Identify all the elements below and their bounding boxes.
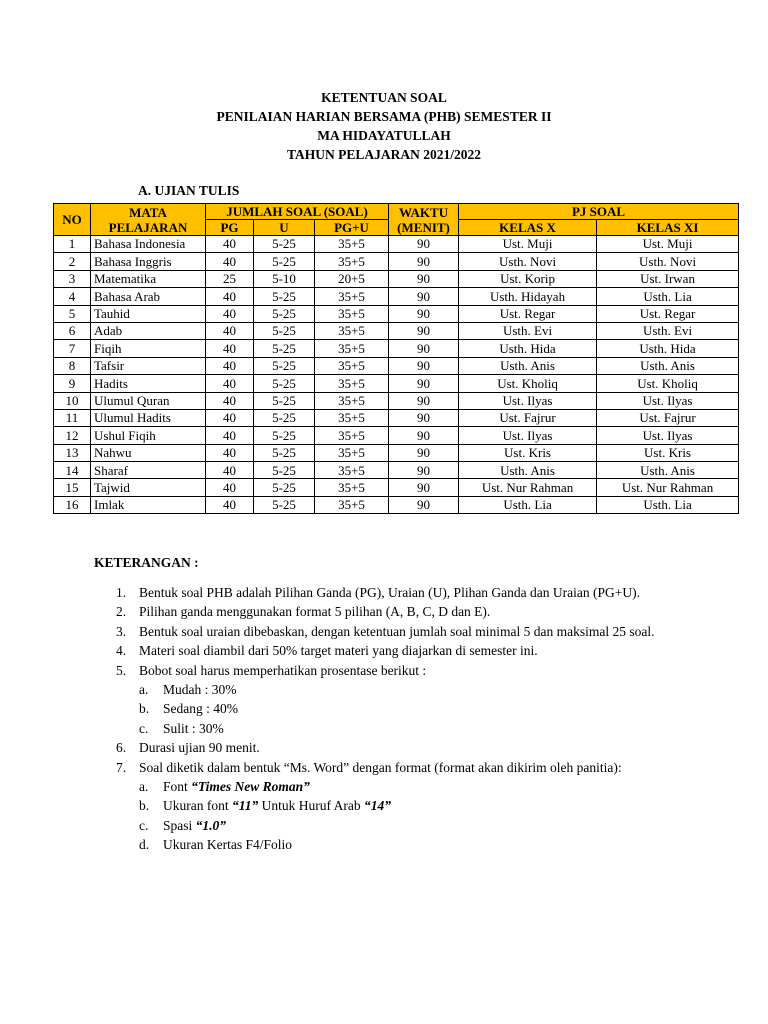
cell-no: 14 — [54, 462, 91, 479]
cell-kelas-xi: Ust. Fajrur — [597, 409, 739, 426]
header-jumlah-soal: JUMLAH SOAL (SOAL) — [206, 204, 389, 220]
sub-item-letter: a. — [139, 682, 149, 698]
table-row — [54, 409, 739, 426]
cell-pgu: 35+5 — [315, 357, 389, 374]
table-row — [54, 305, 739, 322]
cell-pgu: 35+5 — [315, 322, 389, 339]
header-no: NO — [54, 204, 91, 236]
font-size-label: Ukuran font — [163, 798, 232, 814]
table-row — [54, 375, 739, 392]
document-title — [0, 88, 768, 164]
header-waktu: WAKTU (MENIT) — [389, 204, 459, 236]
cell-kelas-x: Ust. Regar — [459, 305, 597, 322]
spacing-label: Spasi — [163, 817, 196, 833]
cell-no: 2 — [54, 253, 91, 270]
cell-kelas-x: Ust. Kholiq — [459, 375, 597, 392]
section-heading-ujian-tulis: A. UJIAN TULIS — [138, 183, 240, 198]
cell-kelas-x: Usth. Evi — [459, 322, 597, 339]
font-size-value: “11” — [231, 798, 259, 814]
cell-mata-pelajaran: Tafsir — [91, 357, 206, 374]
cell-mata-pelajaran: Hadits — [91, 375, 206, 392]
list-item — [116, 738, 676, 757]
sub-list-item — [116, 777, 676, 796]
table-row — [54, 270, 739, 287]
title-line-2: PENILAIAN HARIAN BERSAMA (PHB) SEMESTER II — [216, 109, 552, 124]
table-body — [54, 236, 739, 514]
cell-kelas-xi: Usth. Anis — [597, 462, 739, 479]
cell-waktu: 90 — [389, 288, 459, 305]
cell-no: 6 — [54, 322, 91, 339]
cell-kelas-x: Usth. Anis — [459, 462, 597, 479]
font-value: “Times New Roman” — [191, 779, 310, 795]
sub-item-text: Mudah : 30% — [163, 682, 237, 698]
sub-list-item — [116, 796, 676, 815]
cell-u: 5-25 — [254, 322, 315, 339]
list-item — [116, 622, 676, 641]
cell-no: 5 — [54, 305, 91, 322]
cell-waktu: 90 — [389, 253, 459, 270]
cell-waktu: 90 — [389, 479, 459, 496]
title-line-3: MA HIDAYATULLAH — [317, 128, 451, 143]
cell-u: 5-25 — [254, 375, 315, 392]
cell-kelas-x: Usth. Lia — [459, 496, 597, 513]
list-item-number: 4. — [116, 643, 127, 659]
cell-no: 11 — [54, 409, 91, 426]
sub-item-text: Sulit : 30% — [163, 720, 224, 736]
cell-kelas-x: Ust. Kris — [459, 444, 597, 461]
cell-mata-pelajaran: Tauhid — [91, 305, 206, 322]
cell-pg: 40 — [206, 479, 254, 496]
cell-waktu: 90 — [389, 322, 459, 339]
cell-waktu: 90 — [389, 444, 459, 461]
cell-kelas-x: Ust. Korip — [459, 270, 597, 287]
header-mata-pelajaran: MATA PELAJARAN — [91, 204, 206, 236]
arabic-size-label: Untuk Huruf Arab — [258, 798, 364, 814]
sub-item-letter: c. — [139, 720, 149, 736]
sub-item-text: Ukuran Kertas F4/Folio — [163, 837, 292, 853]
list-item-text: Bentuk soal uraian dibebaskan, dengan ketentuan jumlah soal minimal 5 dan maksimal 25 soal. — [139, 623, 655, 639]
list-item — [116, 583, 676, 602]
sub-list-item — [116, 816, 676, 835]
cell-pg: 40 — [206, 357, 254, 374]
cell-pg: 40 — [206, 427, 254, 444]
cell-u: 5-25 — [254, 357, 315, 374]
table-row — [54, 479, 739, 496]
cell-pgu: 35+5 — [315, 305, 389, 322]
cell-pgu: 35+5 — [315, 236, 389, 253]
cell-no: 10 — [54, 392, 91, 409]
list-item-number: 6. — [116, 740, 127, 756]
cell-kelas-xi: Ust. Kris — [597, 444, 739, 461]
cell-kelas-xi: Usth. Evi — [597, 322, 739, 339]
sub-list-item — [116, 699, 676, 718]
cell-mata-pelajaran: Nahwu — [91, 444, 206, 461]
cell-waktu: 90 — [389, 427, 459, 444]
cell-pg: 40 — [206, 462, 254, 479]
sub-item-text — [163, 796, 391, 815]
cell-mata-pelajaran: Ulumul Quran — [91, 392, 206, 409]
cell-waktu: 90 — [389, 236, 459, 253]
cell-kelas-x: Ust. Muji — [459, 236, 597, 253]
cell-mata-pelajaran: Bahasa Indonesia — [91, 236, 206, 253]
cell-kelas-xi: Usth. Lia — [597, 288, 739, 305]
cell-pg: 40 — [206, 409, 254, 426]
cell-mata-pelajaran: Sharaf — [91, 462, 206, 479]
cell-kelas-x: Ust. Ilyas — [459, 427, 597, 444]
cell-pg: 40 — [206, 392, 254, 409]
cell-no: 13 — [54, 444, 91, 461]
keterangan-list — [116, 583, 676, 855]
cell-pgu: 20+5 — [315, 270, 389, 287]
header-pg: PG — [206, 220, 254, 236]
list-item-text: Bentuk soal PHB adalah Pilihan Ganda (PG), Uraian (U), Plihan Ganda dan Uraian (PG+U). — [139, 585, 641, 600]
list-item-number: 2. — [116, 604, 127, 620]
header-pj-soal: PJ SOAL — [459, 204, 739, 220]
cell-u: 5-25 — [254, 305, 315, 322]
table-row — [54, 288, 739, 305]
list-item-number: 5. — [116, 662, 127, 678]
cell-pgu: 35+5 — [315, 427, 389, 444]
cell-kelas-x: Ust. Ilyas — [459, 392, 597, 409]
header-pgu: PG+U — [315, 220, 389, 236]
list-item — [116, 661, 676, 680]
list-item — [116, 758, 676, 777]
cell-no: 9 — [54, 375, 91, 392]
cell-kelas-xi: Ust. Muji — [597, 236, 739, 253]
sub-list-item — [116, 719, 676, 738]
cell-waktu: 90 — [389, 270, 459, 287]
cell-kelas-x: Usth. Novi — [459, 253, 597, 270]
cell-waktu: 90 — [389, 409, 459, 426]
cell-waktu: 90 — [389, 357, 459, 374]
cell-u: 5-10 — [254, 270, 315, 287]
list-item-text: Materi soal diambil dari 50% target materi yang diajarkan di semester ini. — [139, 643, 538, 659]
title-line-1: KETENTUAN SOAL — [321, 90, 447, 105]
font-label: Font — [163, 779, 192, 795]
cell-no: 8 — [54, 357, 91, 374]
table-row — [54, 444, 739, 461]
cell-u: 5-25 — [254, 462, 315, 479]
cell-kelas-x: Usth. Hida — [459, 340, 597, 357]
arabic-size-value: “14” — [363, 798, 391, 814]
sub-list-item — [116, 680, 676, 699]
cell-kelas-xi: Ust. Irwan — [597, 270, 739, 287]
cell-kelas-xi: Ust. Ilyas — [597, 392, 739, 409]
header-kelas-x: KELAS X — [459, 220, 597, 236]
list-item-text: Soal diketik dalam bentuk “Ms. Word” dengan format (format akan dikirim oleh panitia): — [139, 759, 622, 775]
cell-kelas-xi: Ust. Nur Rahman — [597, 479, 739, 496]
table-row — [54, 340, 739, 357]
sub-item-letter: c. — [139, 817, 149, 833]
sub-item-text — [163, 777, 310, 796]
cell-pg: 40 — [206, 322, 254, 339]
cell-u: 5-25 — [254, 392, 315, 409]
sub-item-letter: b. — [139, 798, 150, 814]
sub-list-item — [116, 835, 676, 854]
sub-item-letter: b. — [139, 701, 150, 717]
exam-table — [53, 203, 739, 514]
table-row — [54, 357, 739, 374]
cell-pgu: 35+5 — [315, 444, 389, 461]
cell-no: 1 — [54, 236, 91, 253]
list-item-number: 7. — [116, 759, 127, 775]
cell-u: 5-25 — [254, 444, 315, 461]
cell-kelas-xi: Ust. Kholiq — [597, 375, 739, 392]
cell-no: 15 — [54, 479, 91, 496]
cell-u: 5-25 — [254, 496, 315, 513]
header-kelas-xi: KELAS XI — [597, 220, 739, 236]
cell-pgu: 35+5 — [315, 496, 389, 513]
list-item-text: Durasi ujian 90 menit. — [139, 740, 260, 756]
cell-pgu: 35+5 — [315, 375, 389, 392]
cell-mata-pelajaran: Ulumul Hadits — [91, 409, 206, 426]
cell-pg: 40 — [206, 288, 254, 305]
cell-kelas-x: Usth. Hidayah — [459, 288, 597, 305]
cell-u: 5-25 — [254, 236, 315, 253]
cell-u: 5-25 — [254, 409, 315, 426]
cell-waktu: 90 — [389, 340, 459, 357]
sub-item-text: Sedang : 40% — [163, 701, 238, 717]
table-row — [54, 236, 739, 253]
cell-u: 5-25 — [254, 288, 315, 305]
cell-pgu: 35+5 — [315, 479, 389, 496]
cell-kelas-xi: Usth. Lia — [597, 496, 739, 513]
cell-waktu: 90 — [389, 496, 459, 513]
cell-pgu: 35+5 — [315, 253, 389, 270]
list-item — [116, 602, 676, 621]
sub-item-text — [163, 816, 226, 835]
cell-kelas-x: Ust. Nur Rahman — [459, 479, 597, 496]
keterangan-heading: KETERANGAN : — [94, 555, 199, 570]
cell-pgu: 35+5 — [315, 392, 389, 409]
cell-u: 5-25 — [254, 253, 315, 270]
cell-waktu: 90 — [389, 305, 459, 322]
cell-kelas-xi: Ust. Regar — [597, 305, 739, 322]
cell-pg: 25 — [206, 270, 254, 287]
cell-kelas-x: Usth. Anis — [459, 357, 597, 374]
cell-u: 5-25 — [254, 340, 315, 357]
cell-mata-pelajaran: Ushul Fiqih — [91, 427, 206, 444]
cell-mata-pelajaran: Imlak — [91, 496, 206, 513]
sub-item-letter: d. — [139, 837, 150, 853]
list-item-text: Pilihan ganda menggunakan format 5 pilihan (A, B, C, D dan E). — [139, 604, 491, 620]
sub-item-letter: a. — [139, 779, 149, 795]
table-row — [54, 392, 739, 409]
cell-kelas-xi: Usth. Hida — [597, 340, 739, 357]
cell-waktu: 90 — [389, 462, 459, 479]
cell-pg: 40 — [206, 496, 254, 513]
table-row — [54, 322, 739, 339]
cell-pgu: 35+5 — [315, 462, 389, 479]
cell-pg: 40 — [206, 305, 254, 322]
list-item — [116, 641, 676, 660]
cell-pgu: 35+5 — [315, 409, 389, 426]
cell-mata-pelajaran: Tajwid — [91, 479, 206, 496]
cell-kelas-x: Ust. Fajrur — [459, 409, 597, 426]
cell-u: 5-25 — [254, 427, 315, 444]
cell-pg: 40 — [206, 253, 254, 270]
table-row — [54, 253, 739, 270]
list-item-text: Bobot soal harus memperhatikan prosentase berikut : — [139, 662, 427, 678]
cell-mata-pelajaran: Bahasa Inggris — [91, 253, 206, 270]
table-row — [54, 496, 739, 513]
cell-no: 16 — [54, 496, 91, 513]
cell-mata-pelajaran: Fiqih — [91, 340, 206, 357]
cell-no: 3 — [54, 270, 91, 287]
table-row — [54, 462, 739, 479]
cell-waktu: 90 — [389, 375, 459, 392]
cell-kelas-xi: Usth. Anis — [597, 357, 739, 374]
header-u: U — [254, 220, 315, 236]
cell-pg: 40 — [206, 375, 254, 392]
cell-pgu: 35+5 — [315, 340, 389, 357]
cell-u: 5-25 — [254, 479, 315, 496]
title-line-4: TAHUN PELAJARAN 2021/2022 — [286, 147, 481, 162]
list-item-number: 1. — [116, 585, 127, 600]
cell-kelas-xi: Ust. Ilyas — [597, 427, 739, 444]
spacing-value: “1.0” — [195, 817, 227, 833]
cell-pgu: 35+5 — [315, 288, 389, 305]
cell-no: 4 — [54, 288, 91, 305]
table-row — [54, 427, 739, 444]
cell-pg: 40 — [206, 444, 254, 461]
cell-pg: 40 — [206, 236, 254, 253]
cell-mata-pelajaran: Adab — [91, 322, 206, 339]
cell-waktu: 90 — [389, 392, 459, 409]
cell-pg: 40 — [206, 340, 254, 357]
cell-no: 7 — [54, 340, 91, 357]
cell-kelas-xi: Usth. Novi — [597, 253, 739, 270]
list-item-number: 3. — [116, 623, 127, 639]
cell-mata-pelajaran: Matematika — [91, 270, 206, 287]
cell-no: 12 — [54, 427, 91, 444]
cell-mata-pelajaran: Bahasa Arab — [91, 288, 206, 305]
